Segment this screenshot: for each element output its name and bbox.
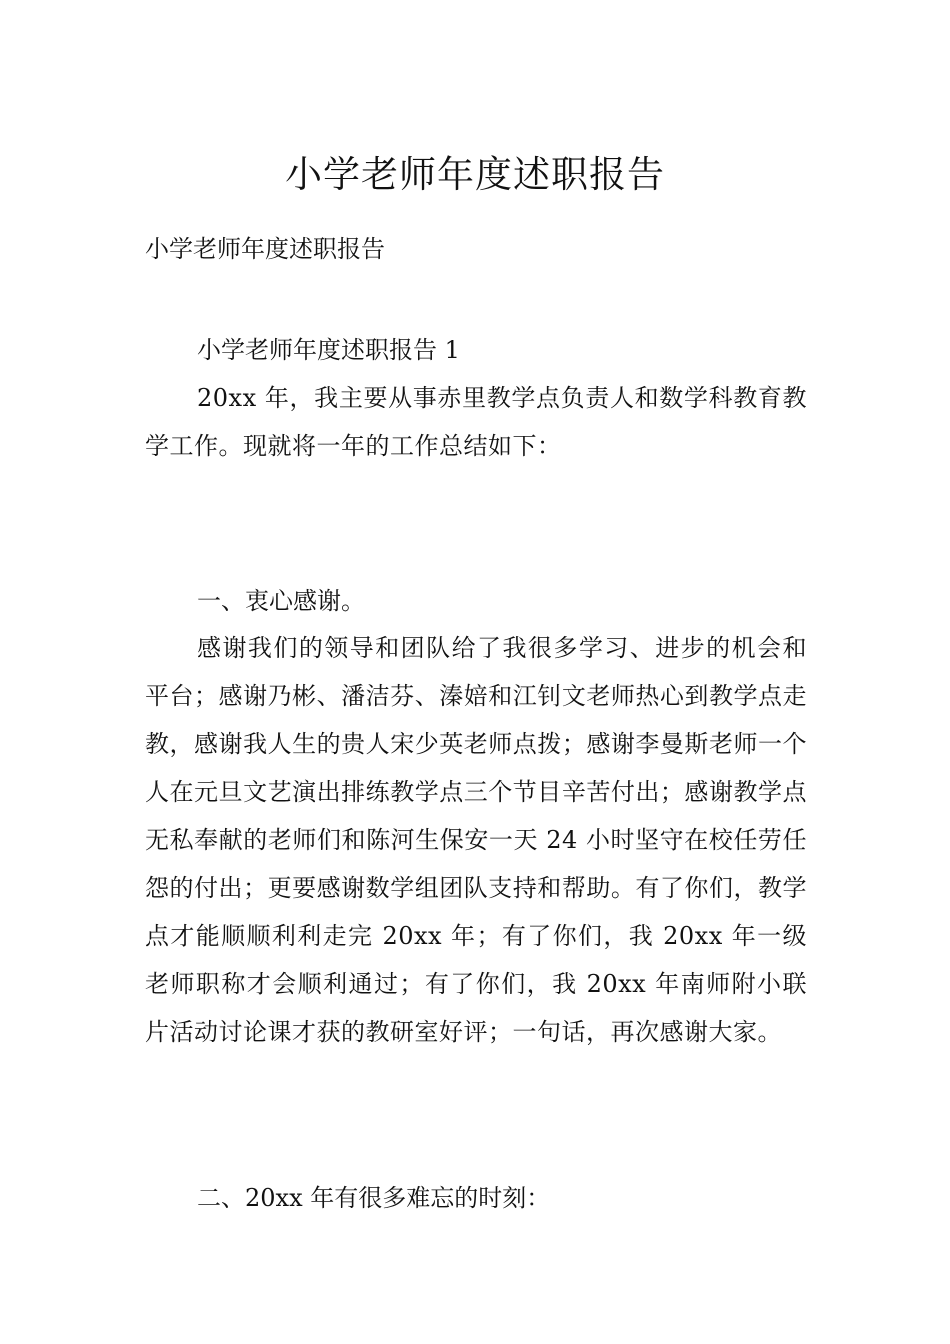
section-heading: 小学老师年度述职报告 1 — [197, 336, 460, 364]
document-subtitle: 小学老师年度述职报告 — [145, 235, 385, 263]
intro-paragraph: 20xx 年，我主要从事赤里教学点负责人和数学科教育教学工作。现就将一年的工作总结如下： — [145, 384, 807, 460]
heading-memorable-moments: 二、20xx 年有很多难忘的时刻： — [197, 1184, 551, 1212]
document-title: 小学老师年度述职报告 — [285, 152, 665, 196]
heading-thanks: 一、衷心感谢。 — [197, 587, 365, 615]
thanks-paragraph: 感谢我们的领导和团队给了我很多学习、进步的机会和平台；感谢乃彬、潘洁芬、溱婄和江钊文老师热心到教学点走教，感谢我人生的贵人宋少英老师点拨；感谢李曼斯老师一个人在元旦文艺演出排练教学点三个节目辛苦付出；感谢教学点无私奉献的老师们和陈河生保安一天 24 小时坚守在校任劳任怨的付出；更要感谢数学组团队支持和帮助。有了你们，教学点才能顺顺利利走完 20xx 年；有了你们，我 20xx 年一级老师职称才会顺利通过；有了你们，我 20xx 年南师附小联片活动讨论课才获的教研室好评；一句话，再次感谢大家。 — [145, 634, 807, 1046]
